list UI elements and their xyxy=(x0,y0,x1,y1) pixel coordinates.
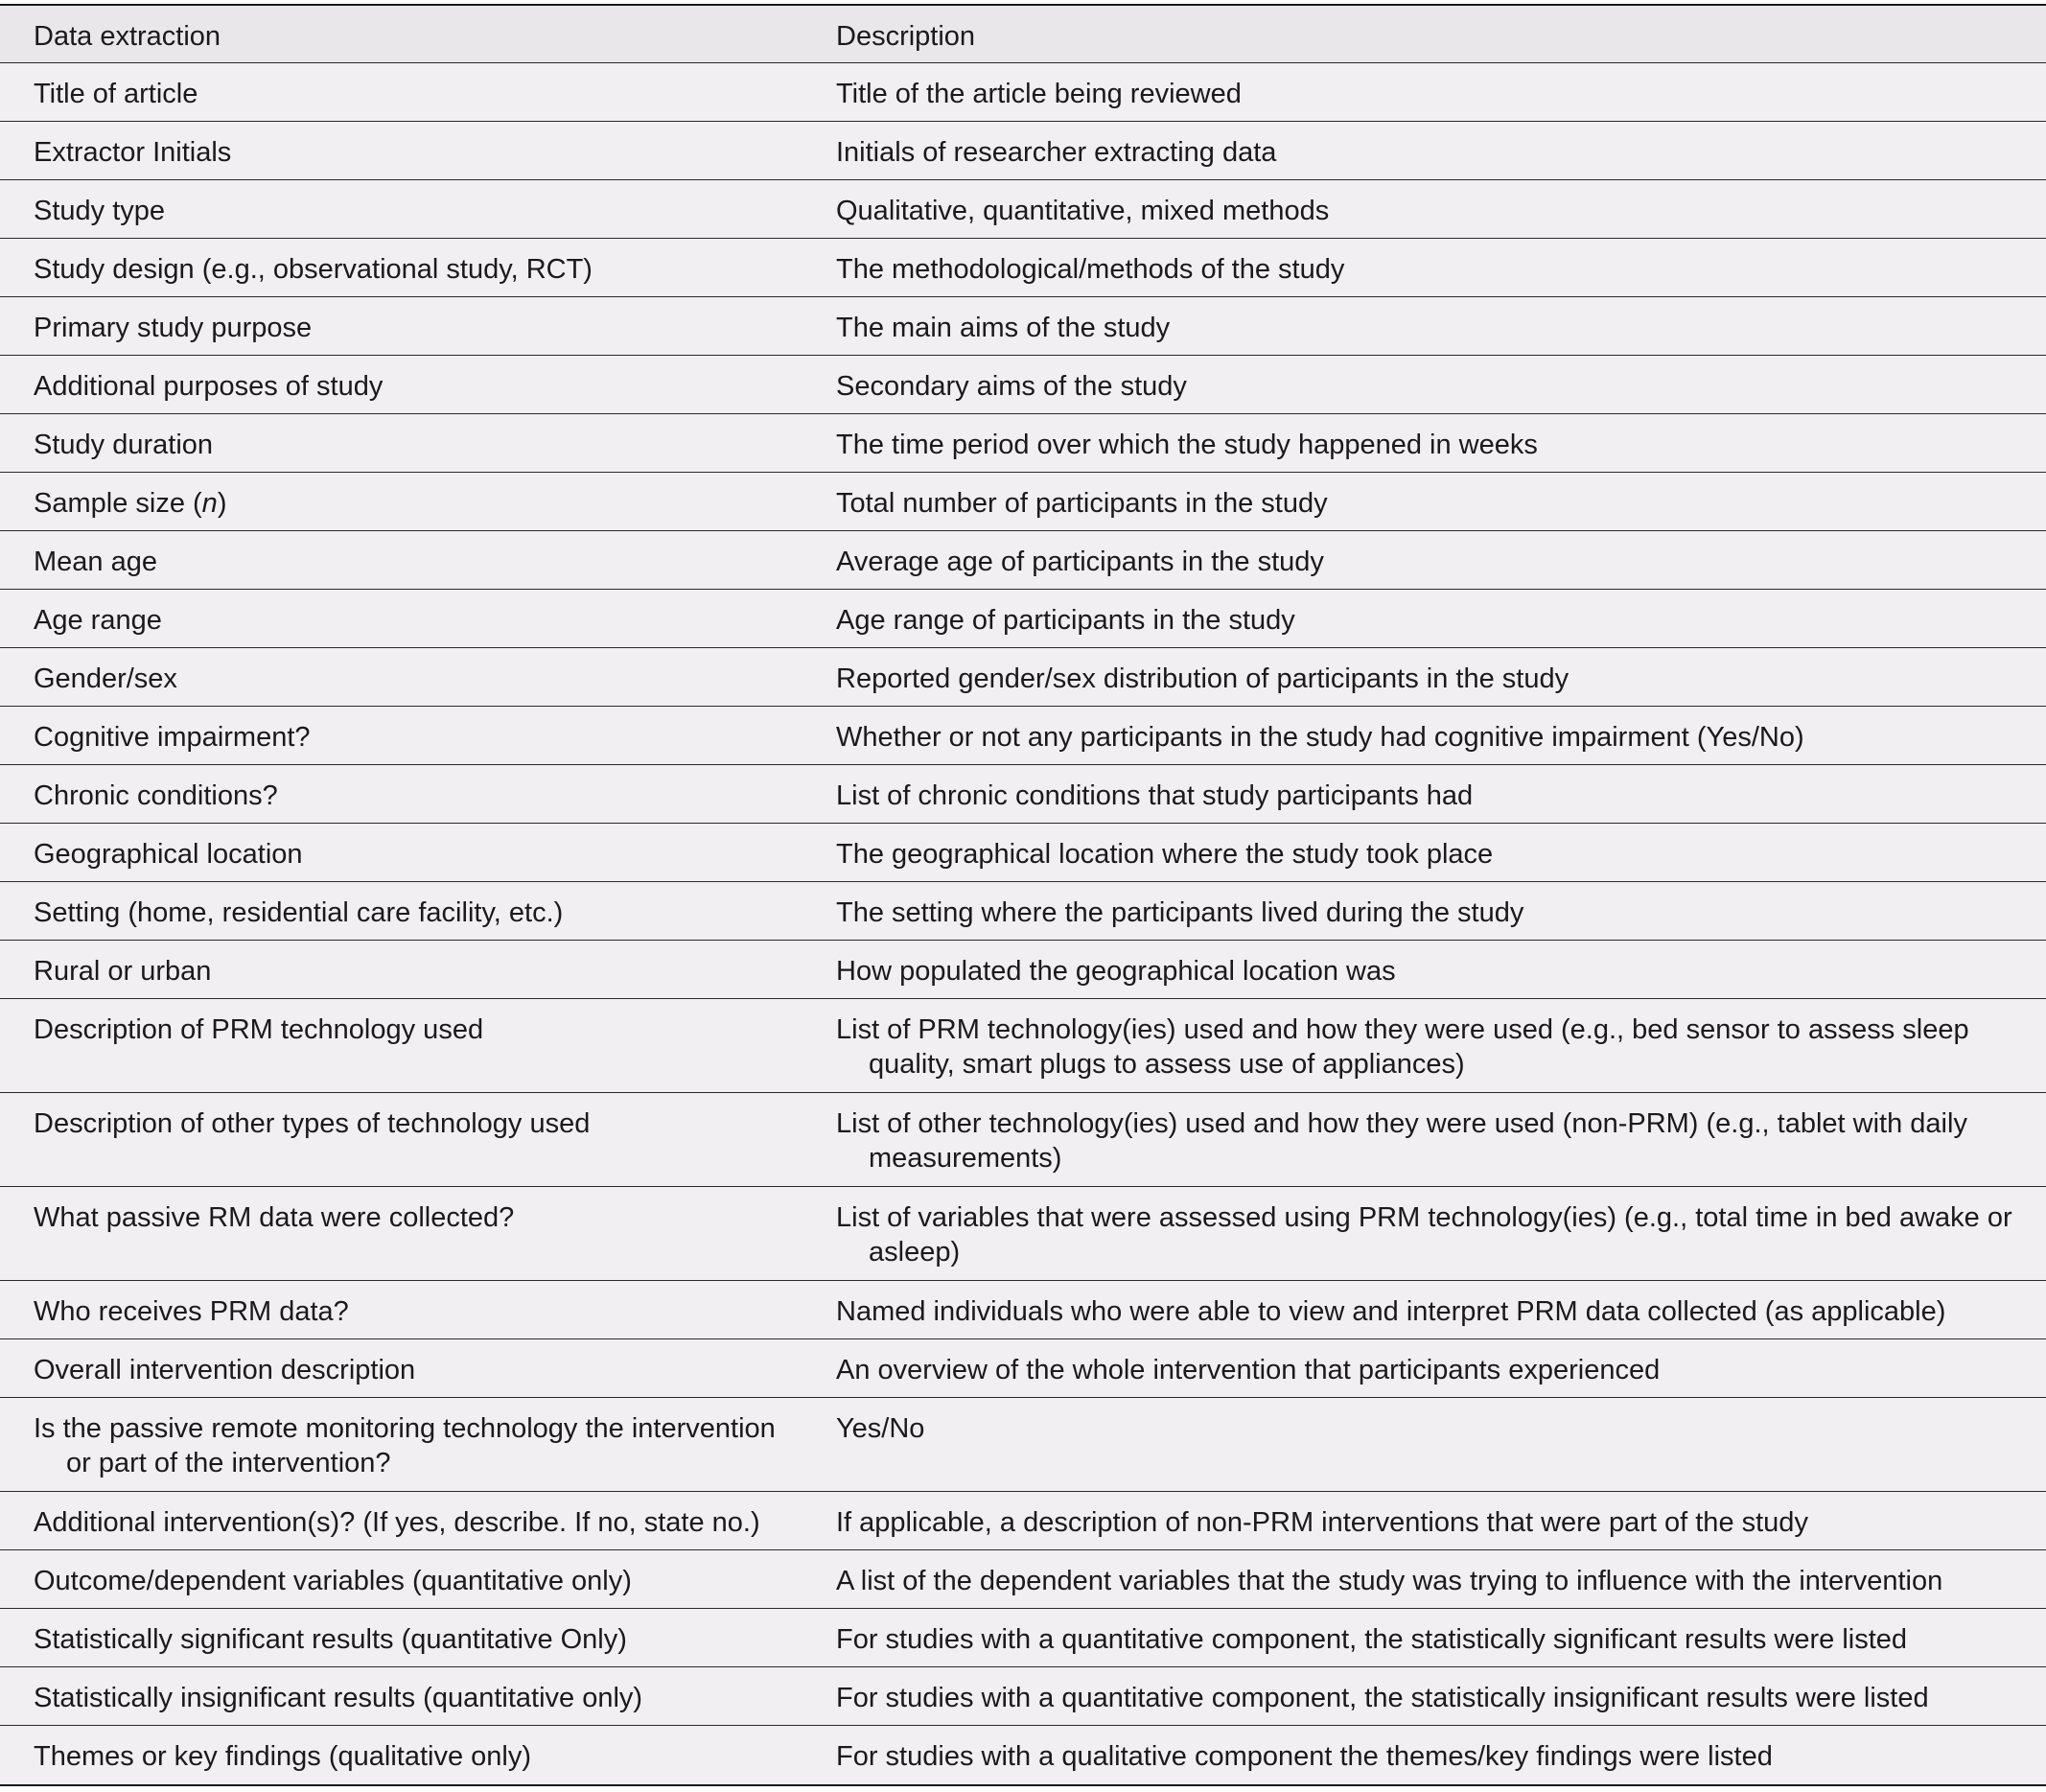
description-cell: Named individuals who were able to view and interpret PRM data collected (as applicable) xyxy=(836,1296,1946,1327)
extraction-cell: Who receives PRM data? xyxy=(34,1296,349,1327)
extraction-cell: Description of other types of technology used xyxy=(34,1108,591,1139)
extraction-cell: Chronic conditions? xyxy=(34,780,278,811)
extraction-cell: Geographical location xyxy=(34,839,303,870)
extraction-cell: Cognitive impairment? xyxy=(34,722,311,753)
description-cell: For studies with a quantitative component, the statistically insignificant results were listed xyxy=(836,1683,1929,1713)
table-row xyxy=(0,1281,2046,1339)
table-row xyxy=(0,1550,2046,1609)
description-cell: The methodological/methods of the study xyxy=(836,254,1345,285)
description-cell: Reported gender/sex distribution of participants in the study xyxy=(836,663,1569,694)
table-row xyxy=(0,941,2046,999)
extraction-cell: Outcome/dependent variables (quantitative only) xyxy=(34,1566,632,1596)
table-row xyxy=(0,1492,2046,1550)
table-row xyxy=(0,63,2046,122)
description-cell: The main aims of the study xyxy=(836,313,1171,343)
extraction-cell: Additional intervention(s)? (If yes, describe. If no, state no.) xyxy=(34,1507,760,1538)
table-row xyxy=(0,297,2046,356)
description-cell: If applicable, a description of non-PRM interventions that were part of the study xyxy=(836,1507,1808,1538)
table-row xyxy=(0,1609,2046,1667)
table-row xyxy=(0,1667,2046,1726)
table-row xyxy=(0,1339,2046,1398)
description-cell: An overview of the whole intervention that participants experienced xyxy=(836,1355,1661,1385)
description-cell: Average age of participants in the study xyxy=(836,547,1324,577)
description-cell: The time period over which the study happened in weeks xyxy=(836,430,1538,460)
table-row xyxy=(0,765,2046,824)
description-cell: The setting where the participants lived during the study xyxy=(836,897,1524,928)
extraction-cell: Gender/sex xyxy=(34,663,177,694)
extraction-cell: What passive RM data were collected? xyxy=(34,1202,515,1233)
description-cell xyxy=(802,1093,2046,1186)
extraction-cell: Title of article xyxy=(34,79,198,109)
extraction-suffix: ) xyxy=(217,488,227,519)
description-cell: Total number of participants in the study xyxy=(836,488,1328,519)
data-extraction-table xyxy=(0,4,2046,1786)
extraction-cell: Age range xyxy=(34,605,162,636)
extraction-cell xyxy=(0,1398,802,1491)
table-row xyxy=(0,1398,2046,1492)
description-cell: A list of the dependent variables that the study was trying to influence with the intervention xyxy=(836,1566,1943,1596)
description-cell: How populated the geographical location was xyxy=(836,956,1396,987)
description-cell xyxy=(802,1187,2046,1280)
extraction-cell: Mean age xyxy=(34,547,157,577)
description-cell: Initials of researcher extracting data xyxy=(836,137,1277,168)
table-row xyxy=(0,590,2046,648)
extraction-cell: Study type xyxy=(34,196,166,226)
table-row xyxy=(0,999,2046,1093)
table-row xyxy=(0,882,2046,941)
extraction-prefix: Sample size ( xyxy=(34,488,202,519)
table-row xyxy=(0,1093,2046,1187)
extraction-cell: Study design (e.g., observational study, RCT) xyxy=(34,254,593,285)
table-row xyxy=(0,122,2046,180)
description-cell: For studies with a qualitative component the themes/key findings were listed xyxy=(836,1741,1773,1772)
description-cell: Title of the article being reviewed xyxy=(836,79,1242,109)
table-row xyxy=(0,239,2046,297)
description-cell: Whether or not any participants in the study had cognitive impairment (Yes/No) xyxy=(836,722,1804,753)
description-cell xyxy=(802,999,2046,1092)
table-row xyxy=(0,473,2046,531)
extraction-cell: Rural or urban xyxy=(34,956,212,987)
table-row xyxy=(0,356,2046,414)
description-cell: Age range of participants in the study xyxy=(836,605,1295,636)
extraction-cell: Overall intervention description xyxy=(34,1355,416,1385)
table-row xyxy=(0,707,2046,765)
description-cell: The geographical location where the study took place xyxy=(836,839,1494,870)
extraction-text: Is the passive remote monitoring technology the intervention or part of the intervention? xyxy=(34,1413,776,1478)
table-header-row xyxy=(0,6,2046,63)
extraction-cell: Setting (home, residential care facility, etc.) xyxy=(34,897,564,928)
extraction-cell: Additional purposes of study xyxy=(34,371,384,402)
description-cell: Yes/No xyxy=(836,1413,925,1444)
description-text: List of other technology(ies) used and how they were used (non-PRM) (e.g., tablet with daily measurements) xyxy=(836,1108,1967,1174)
extraction-cell xyxy=(0,473,802,530)
extraction-cell: Study duration xyxy=(34,430,214,460)
extraction-cell: Themes or key findings (qualitative only) xyxy=(34,1741,532,1772)
header-description: Description xyxy=(836,21,976,52)
description-cell: For studies with a quantitative component, the statistically significant results were listed xyxy=(836,1624,1908,1655)
extraction-cell: Primary study purpose xyxy=(34,313,313,343)
description-cell: Secondary aims of the study xyxy=(836,371,1187,402)
header-data-extraction: Data extraction xyxy=(34,21,221,52)
extraction-cell: Extractor Initials xyxy=(34,137,232,168)
table-row xyxy=(0,414,2046,473)
extraction-cell: Description of PRM technology used xyxy=(34,1014,484,1045)
table-row xyxy=(0,1726,2046,1784)
description-cell: List of chronic conditions that study participants had xyxy=(836,780,1474,811)
table-row xyxy=(0,531,2046,590)
table-row xyxy=(0,180,2046,239)
table-row xyxy=(0,824,2046,882)
extraction-cell: Statistically significant results (quantitative Only) xyxy=(34,1624,627,1655)
description-text: List of variables that were assessed using PRM technology(ies) (e.g., total time in bed awake or asleep) xyxy=(836,1202,2012,1268)
extraction-italic-n: n xyxy=(201,488,218,519)
extraction-cell: Statistically insignificant results (quantitative only) xyxy=(34,1683,643,1713)
table-row xyxy=(0,1187,2046,1281)
description-cell: Qualitative, quantitative, mixed methods xyxy=(836,196,1330,226)
description-text: List of PRM technology(ies) used and how they were used (e.g., bed sensor to assess sleep quality, smart plugs to assess use of appliances) xyxy=(836,1014,1969,1080)
table-row xyxy=(0,648,2046,707)
